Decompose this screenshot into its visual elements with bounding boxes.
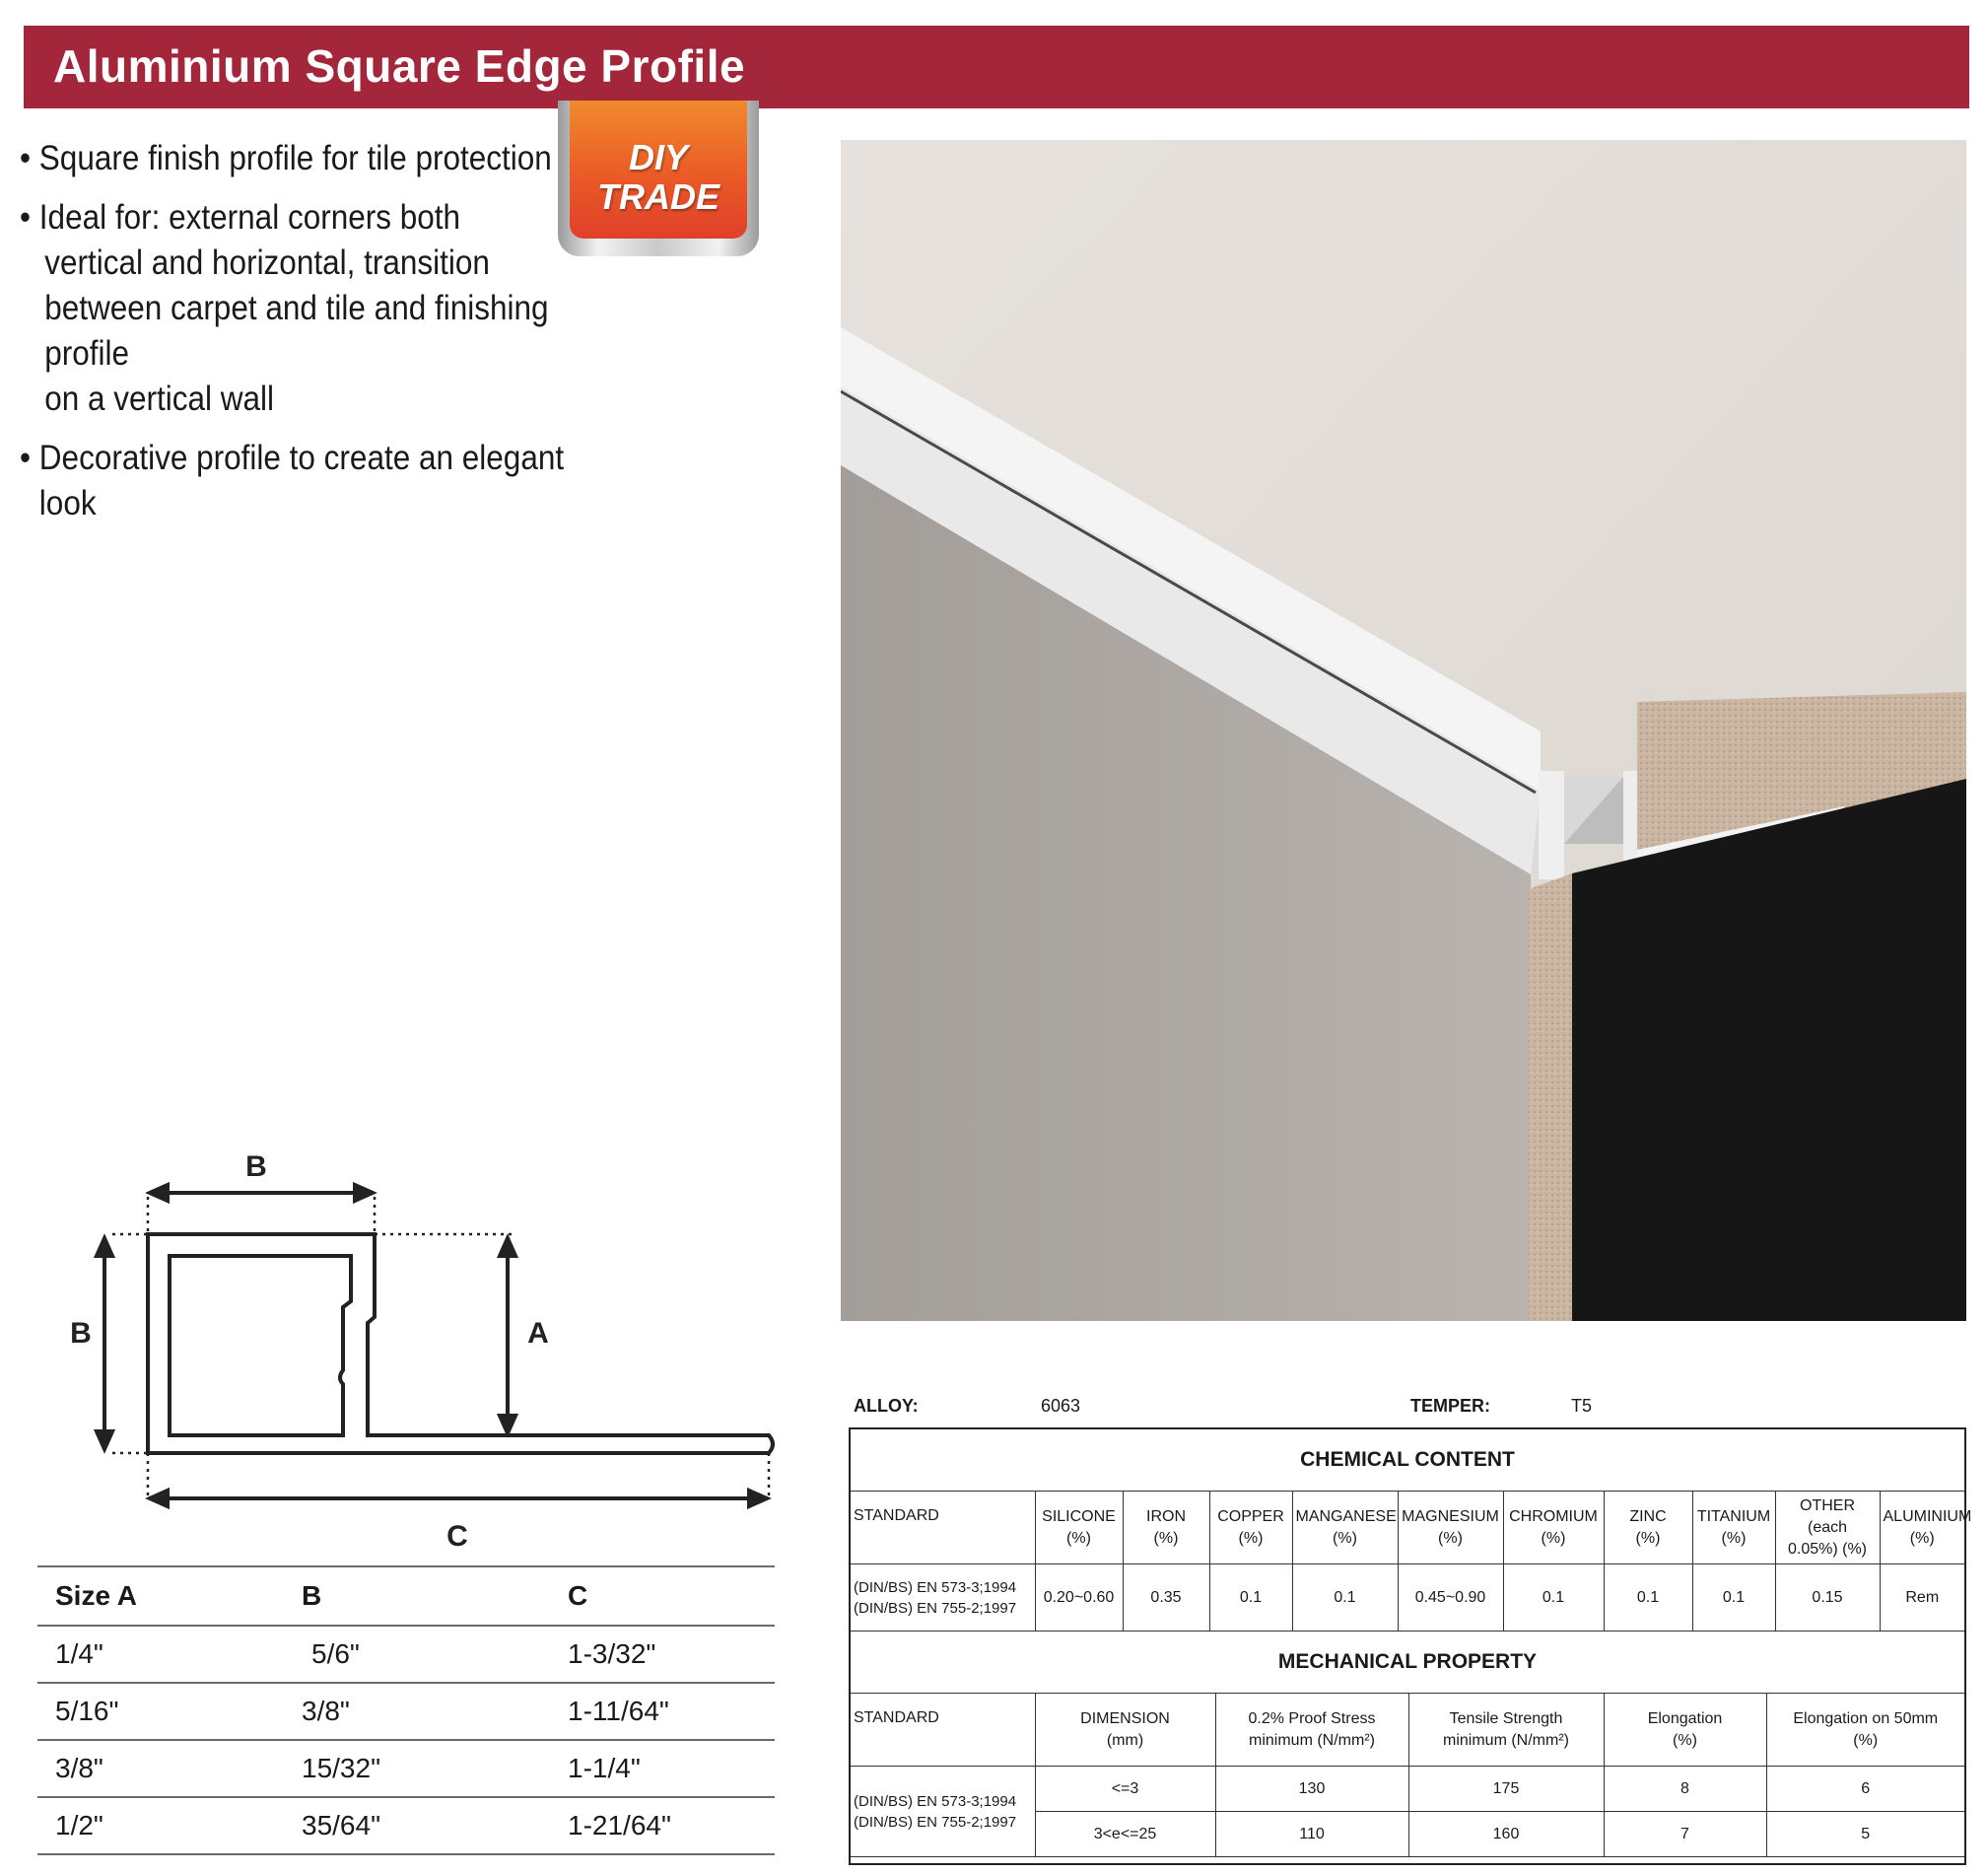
temper-value: T5: [1571, 1396, 1593, 1416]
size-cell: 35/64": [284, 1797, 550, 1854]
size-cell: 5/6": [284, 1626, 550, 1683]
specification-tables: [849, 1427, 1972, 1865]
mech-col-header: 0.2% Proof Stress minimum (N/mm²): [1215, 1694, 1408, 1767]
dimension-label-a: A: [527, 1317, 549, 1350]
chem-value-cell: 0.15: [1775, 1564, 1880, 1632]
chem-value-cell: 0.1: [1503, 1564, 1604, 1632]
mech-col-header: Elongation (%): [1604, 1694, 1766, 1767]
chemical-header-row: [851, 1492, 1964, 1564]
table-row: [37, 1626, 775, 1683]
bullet-dot-icon: •: [20, 139, 32, 177]
chem-value-cell: 0.1: [1692, 1564, 1775, 1632]
size-cell: 5/16": [37, 1683, 284, 1740]
size-table-header-cell: C: [550, 1566, 775, 1626]
chem-col-header: SILICONE (%): [1035, 1492, 1123, 1564]
chem-col-header: COPPER (%): [1209, 1492, 1292, 1564]
mech-value-cell: 160: [1408, 1812, 1604, 1857]
feature-item: [20, 136, 623, 181]
temper-label: TEMPER:: [1410, 1396, 1490, 1416]
bullet-dot-icon: •: [20, 439, 32, 477]
table-row: [37, 1683, 775, 1740]
chem-col-header: OTHER (each 0.05%) (%): [1775, 1492, 1880, 1564]
standard-cell: (DIN/BS) EN 573-3;1994 (DIN/BS) EN 755-2;1997: [851, 1767, 1035, 1857]
size-table: [37, 1565, 775, 1855]
chemical-content-table: [851, 1429, 1972, 1632]
size-cell: 1/4": [37, 1626, 284, 1683]
chem-col-header: ALUMINIUM (%): [1880, 1492, 1964, 1564]
table-row: [37, 1740, 775, 1797]
feature-item: [20, 436, 623, 526]
bullet-dot-icon: •: [20, 198, 32, 237]
size-table-header-cell: B: [284, 1566, 550, 1626]
product-photo-illustration: [841, 140, 1966, 1321]
chem-value-cell: 0.1: [1209, 1564, 1292, 1632]
mech-col-header: DIMENSION (mm): [1035, 1694, 1215, 1767]
chem-value-cell: 0.1: [1292, 1564, 1398, 1632]
mech-value-cell: 110: [1215, 1812, 1408, 1857]
chem-value-cell: Rem: [1880, 1564, 1964, 1632]
alloy-label: ALLOY:: [854, 1396, 919, 1416]
table-row: [37, 1797, 775, 1854]
mech-value-cell: 7: [1604, 1812, 1766, 1857]
mech-value-cell: 175: [1408, 1767, 1604, 1812]
mech-value-cell: <=3: [1035, 1767, 1215, 1812]
chem-value-cell: 0.20~0.60: [1035, 1564, 1123, 1632]
size-cell: 3/8": [37, 1740, 284, 1797]
feature-text: Ideal for: external corners both: [38, 198, 461, 237]
size-cell: 1/2": [37, 1797, 284, 1854]
mech-value-cell: 130: [1215, 1767, 1408, 1812]
chem-col-header: MAGNESIUM (%): [1398, 1492, 1503, 1564]
size-cell: 15/32": [284, 1740, 550, 1797]
mechanical-header-row: [851, 1694, 1964, 1767]
mech-value-cell: 3<e<=25: [1035, 1812, 1215, 1857]
feature-text: Square finish profile for tile protection: [38, 139, 552, 177]
size-cell: 1-11/64": [550, 1683, 775, 1740]
size-cell: 1-1/4": [550, 1740, 775, 1797]
header-bar: [24, 26, 1969, 108]
alloy-value: 6063: [1041, 1396, 1081, 1416]
chem-value-cell: 0.35: [1123, 1564, 1209, 1632]
chem-value-cell: 0.45~0.90: [1398, 1564, 1503, 1632]
dimension-label-b-side: B: [70, 1317, 92, 1350]
page-title: Aluminium Square Edge Profile: [53, 40, 746, 92]
size-cell: 1-21/64": [550, 1797, 775, 1854]
chem-col-header: TITANIUM (%): [1692, 1492, 1775, 1564]
standard-header: STANDARD: [851, 1492, 1035, 1564]
size-table-header: [37, 1566, 775, 1626]
badge-line-trade: TRADE: [597, 176, 720, 217]
dimension-label-c: C: [446, 1520, 468, 1553]
chemical-content-title: CHEMICAL CONTENT: [851, 1429, 1964, 1492]
mech-value-cell: 6: [1766, 1767, 1964, 1812]
dimension-label-b-top: B: [245, 1150, 267, 1183]
mechanical-property-title: MECHANICAL PROPERTY: [851, 1632, 1964, 1694]
feature-text: Decorative profile to create an elegant look: [38, 439, 565, 522]
feature-text: between carpet and tile and finishing profile: [44, 289, 549, 373]
product-photo: [841, 140, 1966, 1321]
table-row: [851, 1564, 1964, 1632]
size-cell: 3/8": [284, 1683, 550, 1740]
badge-line-diy: DIY: [628, 137, 688, 177]
mech-value-cell: 5: [1766, 1812, 1964, 1857]
size-table-header-cell: Size A: [37, 1566, 284, 1626]
feature-text: vertical and horizontal, transition: [44, 243, 490, 282]
mech-value-cell: 8: [1604, 1767, 1766, 1812]
standard-header: STANDARD: [851, 1694, 1035, 1767]
chem-col-header: ZINC (%): [1604, 1492, 1692, 1564]
standard-cell: (DIN/BS) EN 573-3;1994 (DIN/BS) EN 755-2;1997: [851, 1564, 1035, 1632]
chem-value-cell: 0.1: [1604, 1564, 1692, 1632]
mechanical-property-table: [851, 1632, 1964, 1857]
mech-col-header: Tensile Strength minimum (N/mm²): [1408, 1694, 1604, 1767]
mech-col-header: Elongation on 50mm (%): [1766, 1694, 1964, 1767]
feature-list: [20, 136, 623, 540]
feature-text: on a vertical wall: [44, 380, 275, 418]
profile-cross-section-diagram: [59, 1144, 808, 1562]
chem-col-header: MANGANESE (%): [1292, 1492, 1398, 1564]
size-cell: 1-3/32": [550, 1626, 775, 1683]
chem-col-header: CHROMIUM (%): [1503, 1492, 1604, 1564]
table-row: [851, 1767, 1964, 1812]
chem-col-header: IRON (%): [1123, 1492, 1209, 1564]
feature-item: [20, 195, 623, 422]
profile-diagram-svg: [59, 1144, 808, 1558]
